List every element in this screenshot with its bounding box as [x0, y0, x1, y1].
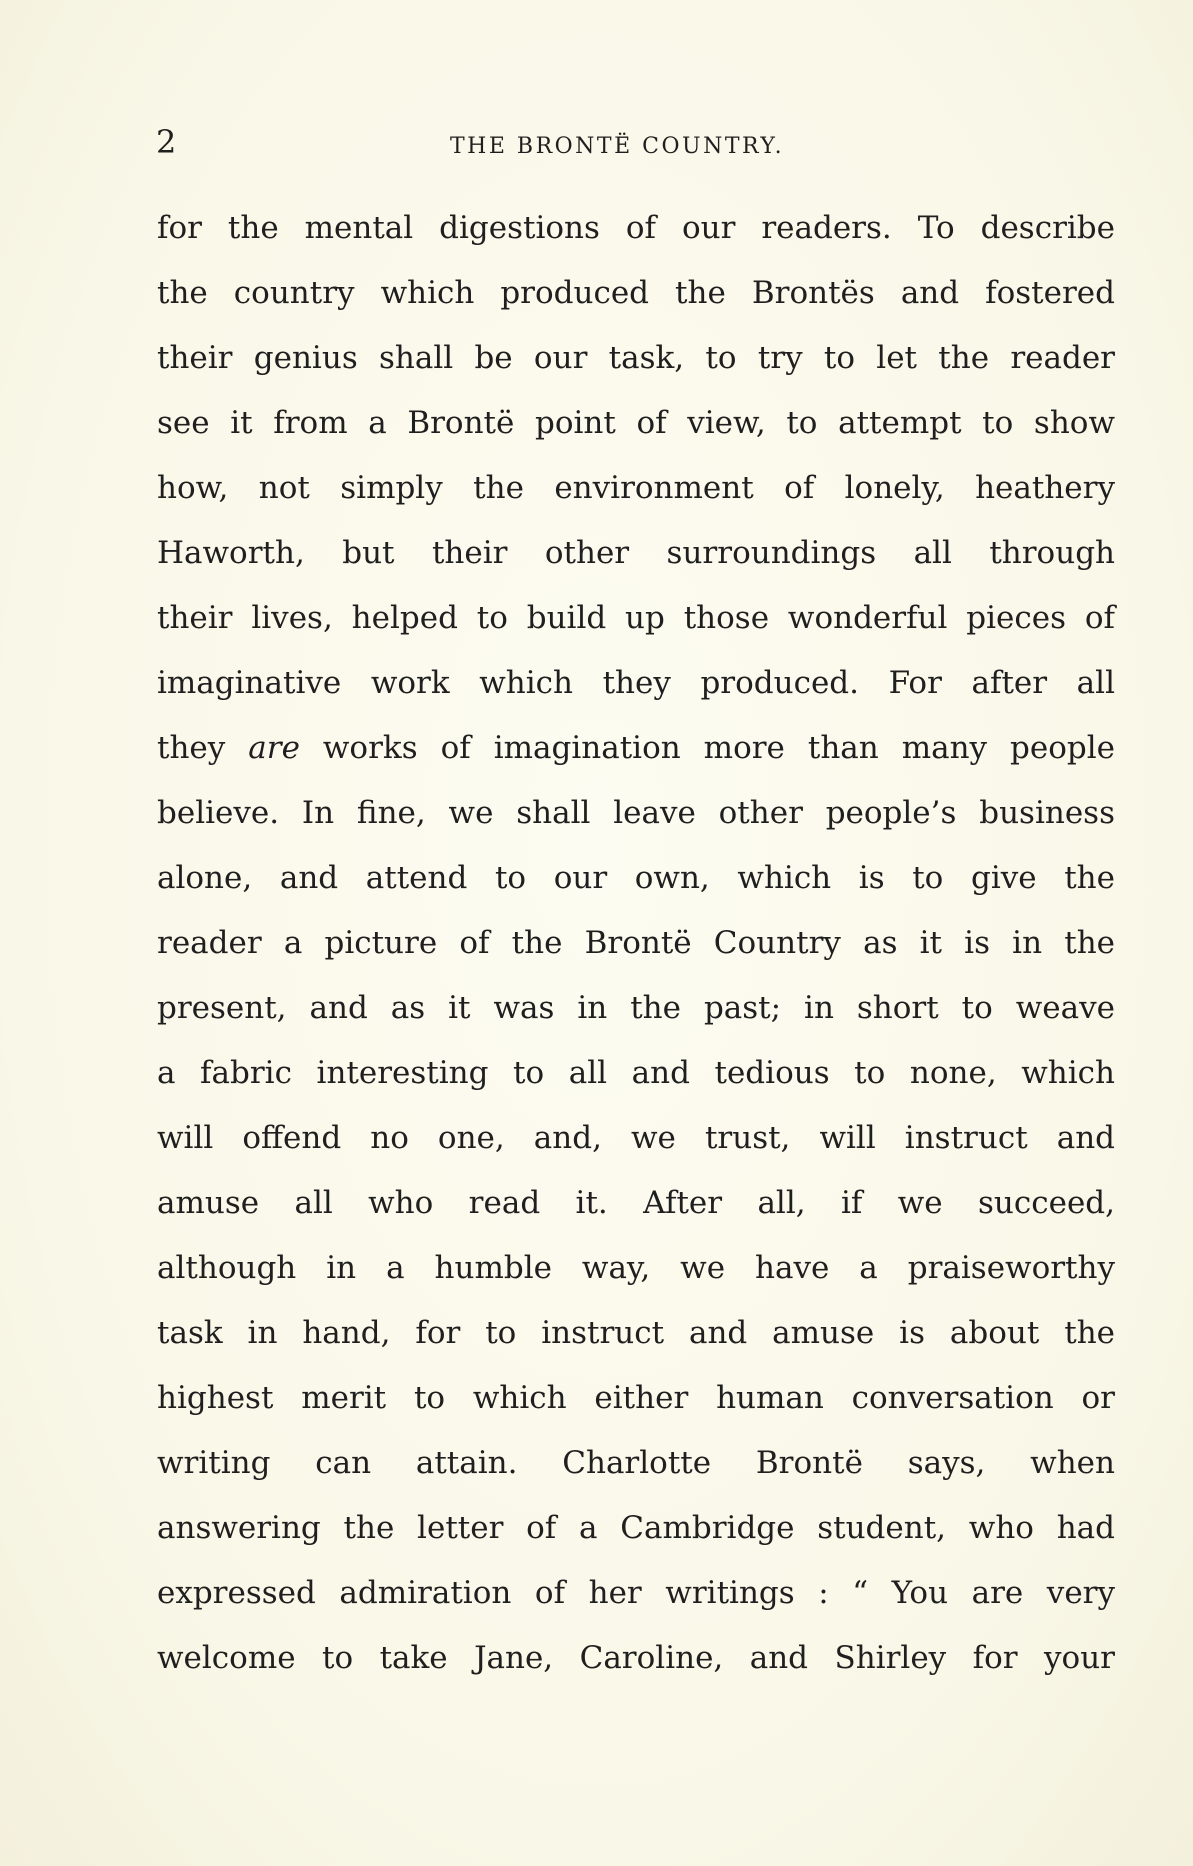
text-line: answering the letter of a Cambridge student, who had [157, 1510, 1115, 1546]
text-line: alone, and attend to our own, which is to give the [157, 860, 1115, 896]
text-line: although in a humble way, we have a praiseworthy [157, 1250, 1115, 1286]
text-line: imaginative work which they produced. For after all [157, 665, 1115, 701]
text-line: writing can attain. Charlotte Brontë says, when [157, 1445, 1115, 1481]
running-head: THE BRONTË COUNTRY. [450, 134, 785, 159]
text-line: for the mental digestions of our readers. To describe [157, 210, 1115, 246]
text-line: believe. In fine, we shall leave other people’s business [157, 795, 1115, 831]
text-line: task in hand, for to instruct and amuse is about the [157, 1315, 1115, 1351]
text-line: see it from a Brontë point of view, to attempt to show [157, 405, 1115, 441]
text-line: their genius shall be our task, to try to let the reader [157, 340, 1115, 376]
text-line: the country which produced the Brontës and fostered [157, 275, 1115, 311]
text-segment: they [157, 730, 249, 766]
text-line [157, 716, 1115, 781]
text-line: a fabric interesting to all and tedious to none, which [157, 1055, 1115, 1091]
text-segment: works of imagination more than many people [299, 730, 1116, 766]
text-line: amuse all who read it. After all, if we succeed, [157, 1185, 1115, 1221]
italic-word: are [248, 730, 300, 766]
text-line: will offend no one, and, we trust, will instruct and [157, 1120, 1115, 1156]
text-line: highest merit to which either human conversation or [157, 1380, 1115, 1416]
text-line: present, and as it was in the past; in short to weave [157, 990, 1115, 1026]
page-number: 2 [156, 123, 177, 161]
text-line: expressed admiration of her writings : “ You are very [157, 1575, 1115, 1611]
text-line: reader a picture of the Brontë Country as it is in the [157, 925, 1115, 961]
text-line: their lives, helped to build up those wonderful pieces of [157, 600, 1115, 636]
text-line: Haworth, but their other surroundings all through [157, 535, 1115, 571]
text-line: welcome to take Jane, Caroline, and Shirley for your [157, 1640, 1115, 1676]
body-text [157, 196, 1115, 1691]
text-line: how, not simply the environment of lonely, heathery [157, 470, 1115, 506]
